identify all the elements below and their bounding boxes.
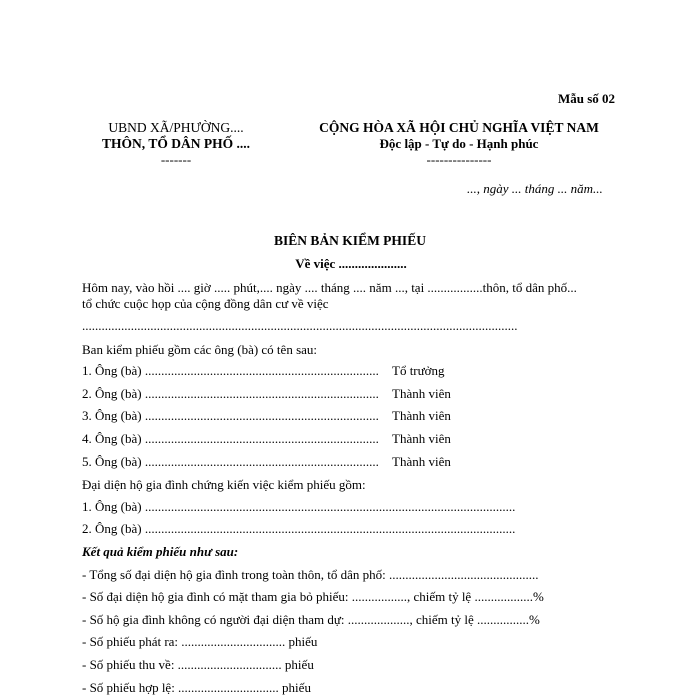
left-divider: ------- (160, 152, 192, 167)
national-motto: Độc lập - Tự do - Hạnh phúc (379, 136, 539, 151)
result-line: - Tổng số đại diện hộ gia đình trong toàn thôn, tổ dân phố: .............................................. (82, 567, 539, 582)
right-divider: --------------- (426, 152, 492, 167)
result-line: - Số phiếu hợp lệ: ............................... phiếu (82, 680, 311, 695)
member-role: Tổ trưởng (392, 363, 445, 378)
witness-line: 2. Ông (bà) .................................................................................................................. (82, 521, 516, 536)
national-title: CỘNG HÒA XÃ HỘI CHỦ NGHĨA VIỆT NAM (319, 120, 599, 135)
member-role: Thành viên (392, 431, 451, 446)
intro-line-2: tổ chức cuộc họp của cộng đồng dân cư về việc (82, 296, 329, 311)
document-title: BIÊN BẢN KIỂM PHIẾU (274, 233, 426, 248)
intro-dots: ...................................................................................................................................... (82, 318, 518, 333)
committee-member (82, 363, 445, 379)
member-name: 2. Ông (bà) ........................................................................ (82, 386, 379, 401)
member-role: Thành viên (392, 386, 451, 401)
committee-member (82, 431, 451, 447)
document-subtitle: Về việc ..................... (295, 256, 407, 271)
member-role: Thành viên (392, 408, 451, 423)
member-name: 1. Ông (bà) ........................................................................ (82, 363, 379, 378)
member-name: 5. Ông (bà) ........................................................................ (82, 454, 379, 469)
witness-line: 1. Ông (bà) .................................................................................................................. (82, 499, 516, 514)
member-name: 4. Ông (bà) ........................................................................ (82, 431, 379, 446)
member-role: Thành viên (392, 454, 451, 469)
result-line: - Số phiếu phát ra: ................................ phiếu (82, 634, 318, 649)
committee-member (82, 386, 451, 402)
result-line: - Số đại diện hộ gia đình có mặt tham gia bỏ phiếu: ................., chiếm tỷ lệ ..................% (82, 589, 544, 604)
results-label: Kết quả kiểm phiếu như sau: (82, 544, 239, 559)
hamlet-name: THÔN, TỔ DÂN PHỐ .... (102, 136, 250, 151)
committee-member (82, 408, 451, 424)
member-name: 3. Ông (bà) ........................................................................ (82, 408, 379, 423)
committee-label: Ban kiểm phiếu gồm các ông (bà) có tên sau: (82, 342, 318, 357)
committee-member (82, 454, 451, 470)
commune-name: UBND XÃ/PHƯỜNG.... (108, 120, 244, 135)
result-line: - Số hộ gia đình không có người đại diện tham dự: ..................., chiếm tỷ lệ ................% (82, 612, 540, 627)
form-code: Mẫu số 02 (558, 91, 616, 106)
date-line: ..., ngày ... tháng ... năm... (467, 181, 603, 196)
intro-line-1: Hôm nay, vào hồi .... giờ ..... phút,.... ngày .... tháng .... năm ..., tại .................thôn, tổ dân phố... (82, 280, 577, 295)
witness-label: Đại diện hộ gia đình chứng kiến việc kiểm phiếu gồm: (82, 477, 366, 492)
result-line: - Số phiếu thu về: ................................ phiếu (82, 657, 314, 672)
